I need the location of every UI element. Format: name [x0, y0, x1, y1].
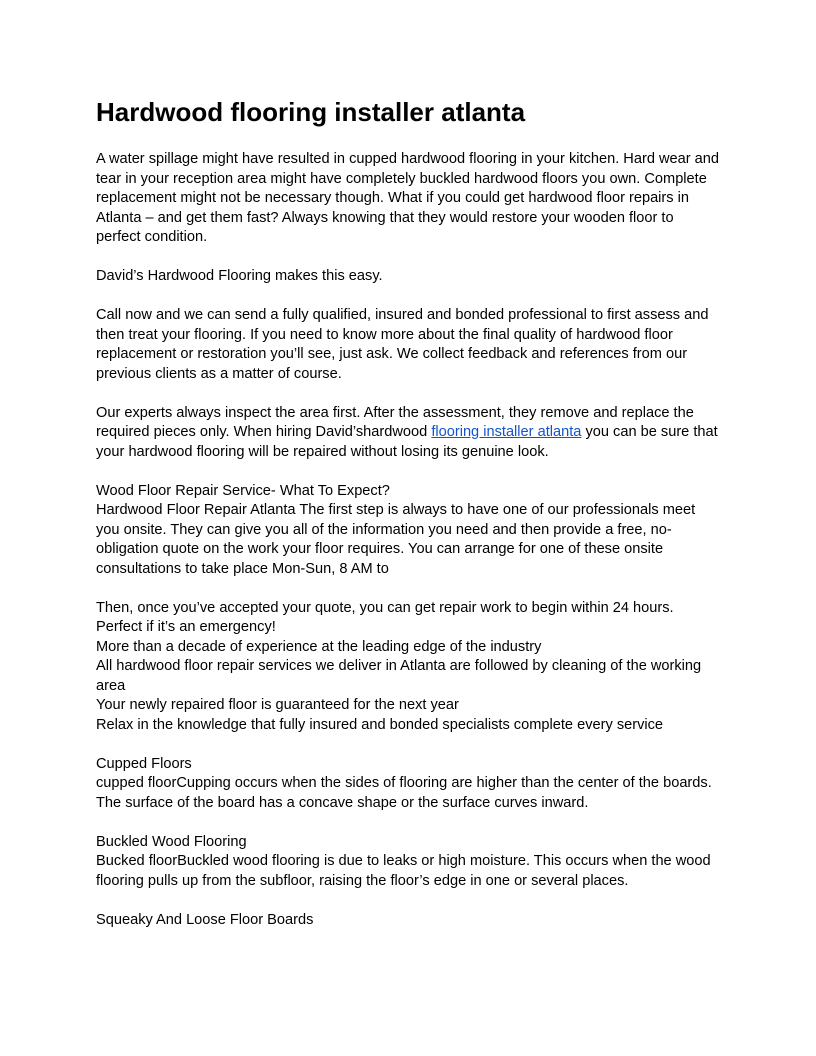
section-heading-what-to-expect: Wood Floor Repair Service- What To Expect? [96, 482, 390, 499]
benefit-line: More than a decade of experience at the leading edge of the industry [96, 638, 542, 655]
experts-text-after: you can be sure that your hardwood flooring will be repaired without losing its genuine look. [96, 424, 718, 460]
section-heading-squeaky-boards: Squeaky And Loose Floor Boards [96, 911, 314, 928]
flooring-installer-link[interactable]: flooring installer atlanta [431, 424, 582, 440]
buckled-flooring-paragraph: Bucked floorBuckled wood flooring is due to leaks or high moisture. This occurs when the wood flooring pulls up from the subfloor, raising the floor’s edge in one or several places. [96, 853, 711, 889]
call-now-paragraph: Call now and we can send a fully qualified, insured and bonded professional to first assess and then treat your flooring. If you need to know more about the final quality of hardwood floor replacement or restoration you’ll see, just ask. We collect feedback and references from our previous clients as a matter of course. [96, 307, 709, 382]
what-to-expect-paragraph: Hardwood Floor Repair Atlanta The first step is always to have one of our professionals meet you onsite. They can give you all of the information you need and then provide a free, no-obligation quote on the work your floor requires. You can arrange for one of these onsite consultations to take place Mon-Sun, 8 AM to [96, 502, 696, 577]
section-benefits [96, 599, 720, 736]
benefit-line: Relax in the knowledge that fully insured and bonded specialists complete every service [96, 716, 664, 733]
document-title: Hardwood flooring installer atlanta [96, 97, 526, 127]
cupped-floors-paragraph: cupped floorCupping occurs when the sides of flooring are higher than the center of the boards. The surface of the board has a concave shape or the surface curves inward. [96, 775, 712, 811]
section-heading-buckled-flooring: Buckled Wood Flooring [96, 833, 247, 850]
tagline-paragraph: David’s Hardwood Flooring makes this easy. [96, 268, 383, 284]
document-body [96, 150, 720, 930]
experts-text-before: Our experts always inspect the area first. After the assessment, they remove and replace the required pieces only. When hiring David’shardwood [96, 404, 694, 440]
benefit-line: All hardwood floor repair services we deliver in Atlanta are followed by cleaning of the working area [96, 658, 702, 694]
document-page [96, 94, 720, 930]
benefit-line: Your newly repaired floor is guaranteed for the next year [96, 697, 459, 713]
section-heading-cupped-floors: Cupped Floors [96, 755, 192, 772]
benefit-line: Then, once you’ve accepted your quote, you can get repair work to begin within 24 hours. Perfect if it’s an emergency! [96, 599, 674, 635]
experts-paragraph [96, 404, 720, 463]
intro-paragraph: A water spillage might have resulted in cupped hardwood flooring in your kitchen. Hard wear and tear in your reception area might have completely buckled hardwood floors you own. Complete replacement might not be necessary though. What if you could get hardwood floor repairs in Atlanta – and get them fast? Always knowing that they would restore your wooden floor to perfect condition. [96, 151, 720, 245]
